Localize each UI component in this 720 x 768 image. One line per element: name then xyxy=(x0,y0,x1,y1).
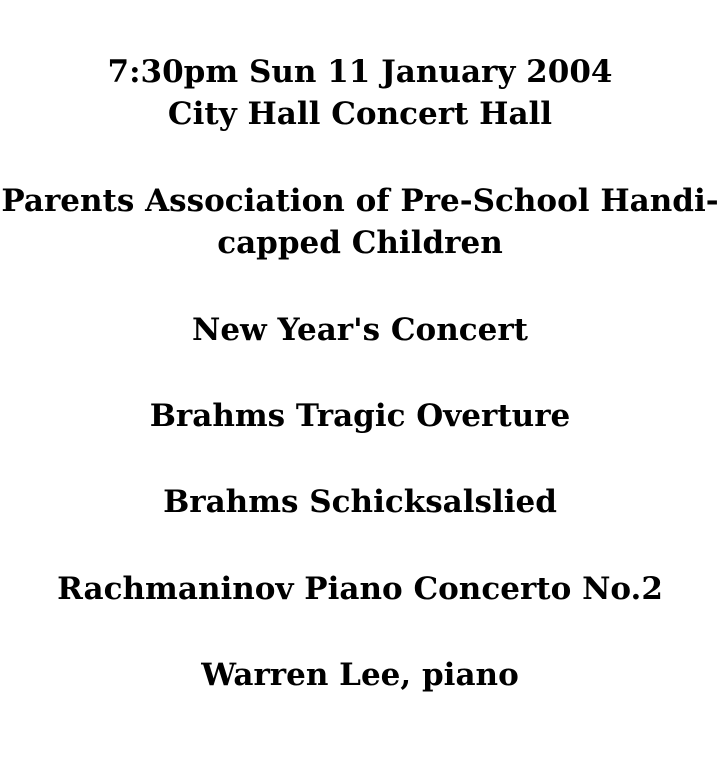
event-datetime: 7:30pm Sun 11 January 2004 xyxy=(107,54,613,90)
presenter-line-1: Parents Association of Pre-School Handi- xyxy=(1,183,719,219)
program-item-piano-concerto: Rachmaninov Piano Concerto No.2 xyxy=(57,571,663,607)
presenter-line-2: capped Children xyxy=(217,225,503,261)
soloist: Warren Lee, piano xyxy=(201,657,519,693)
program-item-schicksalslied: Brahms Schicksalslied xyxy=(163,484,557,520)
concert-title: New Year's Concert xyxy=(192,312,528,348)
program-item-tragic-overture: Brahms Tragic Overture xyxy=(149,398,571,434)
event-venue: City Hall Concert Hall xyxy=(167,96,553,132)
